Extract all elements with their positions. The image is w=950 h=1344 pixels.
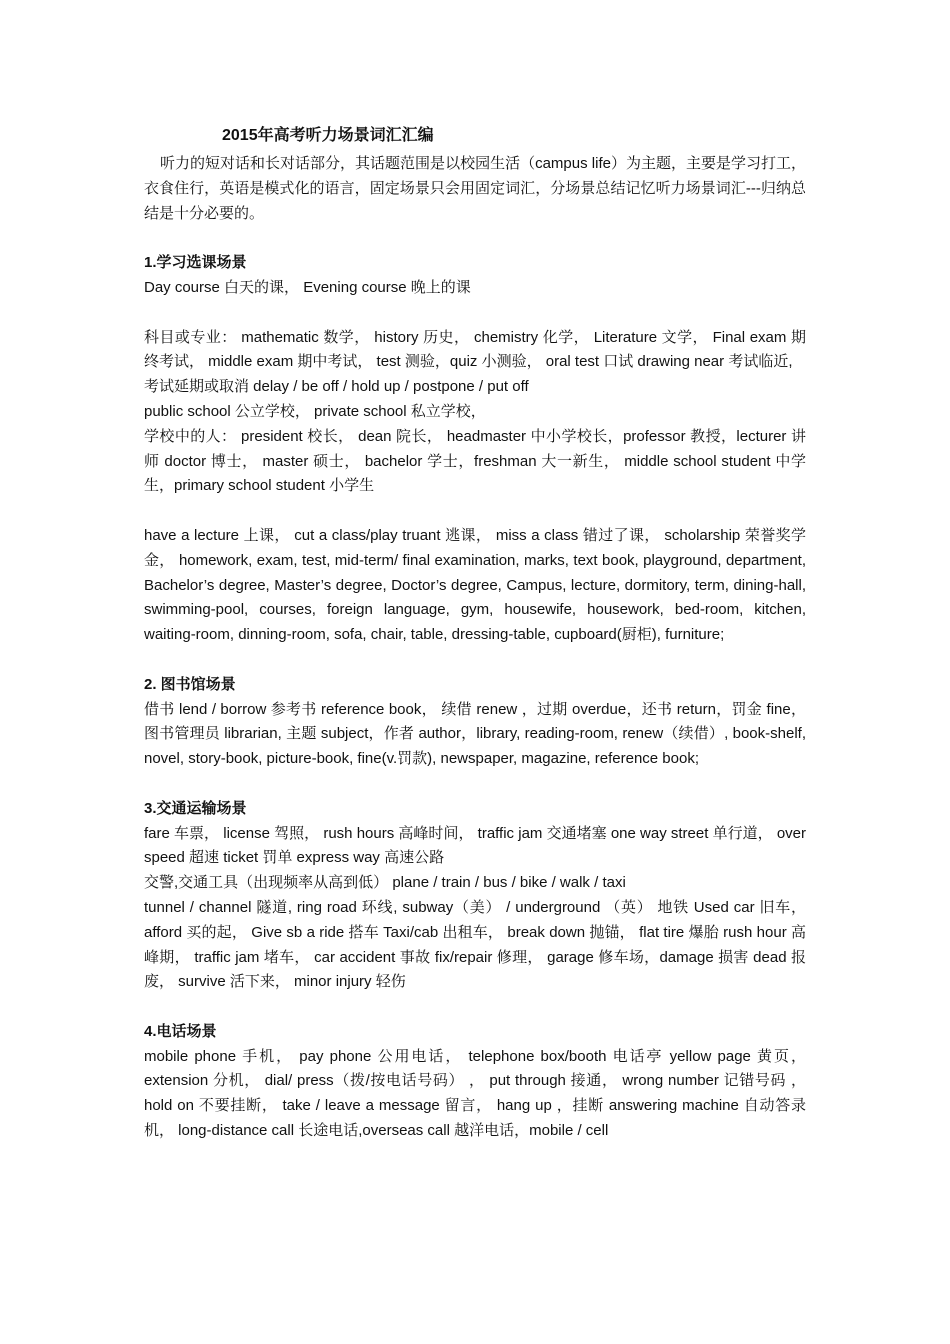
section-paragraph: fare 车票， license 驾照， rush hours 高峰时间， traffic jam 交通堵塞 one way street 单行道， over speed 超速 ticket 罚单 express way 高速公路	[144, 824, 806, 867]
section-paragraph: 科目或专业： mathematic 数学， history 历史， chemistry 化学， Literature 文学， Final exam 期终考试， middle exam 期中考试， test 测验，quiz 小测验， oral test 口试 drawing near 考试临近,	[144, 328, 806, 371]
intro-paragraph: 听力的短对话和长对话部分，其话题范围是以校园生活（campus life）为主题，主要是学习打工，衣食住行，英语是模式化的语言，固定场景只会用固定词汇，分场景总结记忆听力场景词汇---归纳总结是十分必要的。	[144, 155, 806, 222]
section-paragraph: 交警,交通工具（出现频率从高到低） plane / train / bus / bike / walk / taxi	[144, 874, 626, 892]
section-paragraph: have a lecture 上课， cut a class/play truant 逃课， miss a class 错过了课， scholarship 荣誉奖学金， homework, exam, test, mid-term/ final examination, marks, text book, playground, department, Bachelor’s degree, Master’s degree, Doctor’s degree, Campus, lecture, dormitory, term, dining-hall, swimming-pool, courses, foreign language, gym, housewife, housework, bed-room, kitchen, waiting-room, dinning-room, sofa, chair, table, dressing-table, cupboard(厨柜), furniture;	[144, 526, 806, 644]
document-body	[144, 122, 806, 1144]
spacer	[144, 226, 806, 251]
section-line: Day course 白天的课， Evening course 晚上的课	[144, 278, 471, 296]
section-heading-study: 1.学习选课场景	[144, 254, 247, 272]
section-paragraph: 学校中的人： president 校长， dean 院长， headmaster 中小学校长，professor 教授，lecturer 讲师 doctor 博士， master 硕士， bachelor 学士，freshman 大一新生， middle school student 中学生，primary school student 小学生	[144, 427, 806, 495]
spacer	[144, 995, 806, 1020]
section-heading-transport: 3.交通运输场景	[144, 799, 247, 817]
section-heading-phone: 4.电话场景	[144, 1022, 217, 1040]
section-paragraph: mobile phone 手机， pay phone 公用电话， telephone box/booth 电话亭 yellow page 黄页， extension 分机， dial/ press（拨/按电话号码） ， put through 接通， wrong number 记错号码 ，hold on 不要挂断， take / leave a message 留言， hang up ，挂断 answering machine 自动答录机， long-distance call 长途电话,overseas call 越洋电话，mobile / cell	[144, 1047, 806, 1140]
spacer	[144, 499, 806, 524]
section-paragraph: 考试延期或取消 delay / be off / hold up / postpone / put off	[144, 378, 529, 396]
section-paragraph: public school 公立学校， private school 私立学校，	[144, 402, 486, 420]
section-paragraph: 借书 lend / borrow 参考书 reference book， 续借 renew ，过期 overdue，还书 return，罚金 fine， 图书管理员 librarian, 主题 subject，作者 author，library, reading-room, renew（续借）, book-shelf, novel, story-book, picture-book, fine(v.罚款), newspaper, magazine, reference book;	[144, 700, 806, 768]
page-title: 2015年高考听力场景词汇汇编	[222, 127, 434, 144]
spacer	[144, 301, 806, 326]
section-paragraph: tunnel / channel 隧道, ring road 环线, subway（美） / underground （英） 地铁 Used car 旧车， afford 买的起， Give sb a ride 搭车 Taxi/cab 出租车， break down 抛锚， flat tire 爆胎 rush hour 高峰期， traffic jam 堵车， car accident 事故 fix/repair 修理， garage 修车场，damage 损害 dead 报废， survive 活下来， minor injury 轻伤	[144, 898, 806, 991]
spacer	[144, 772, 806, 797]
section-heading-library: 2. 图书馆场景	[144, 675, 236, 693]
spacer	[144, 648, 806, 673]
